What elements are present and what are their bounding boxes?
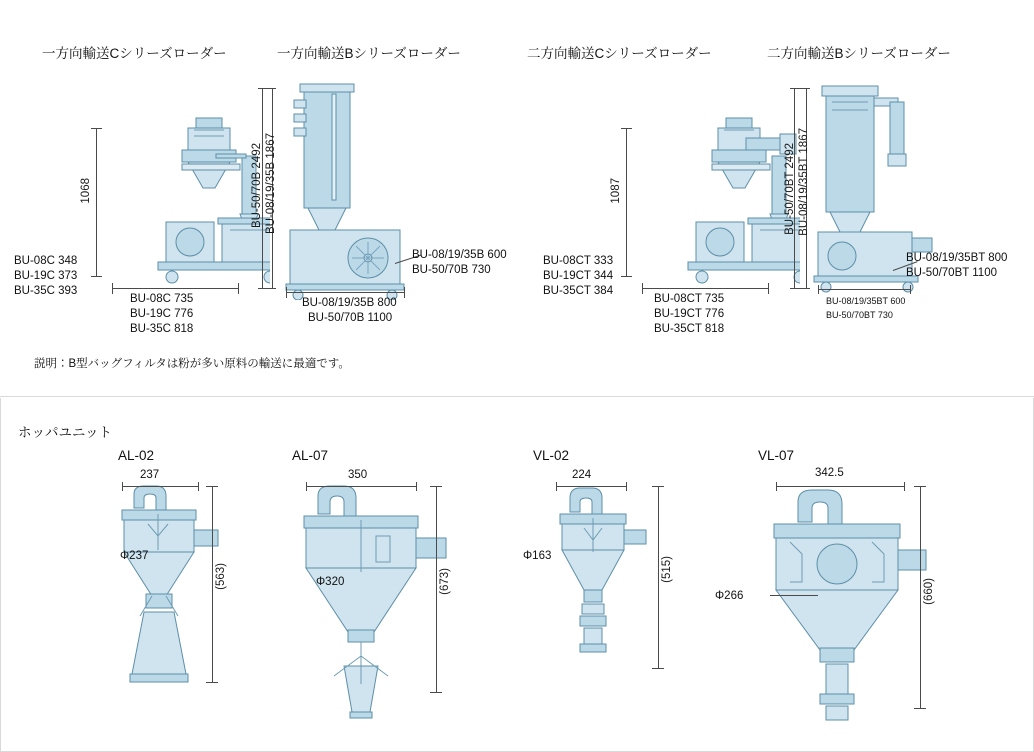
hopper-al07-height: (673) (439, 568, 451, 595)
dim-line-vl07-top (776, 486, 904, 487)
hopper-al02-height: (563) (215, 563, 227, 590)
hopper-vl07-top-dim: 342.5 (815, 467, 844, 479)
dim-tick (238, 283, 239, 294)
unit4-bottom-dim-0: BU-08/19/35BT 600 (826, 296, 906, 306)
dim-line-vl07-height (920, 486, 921, 708)
dim-tick (914, 486, 926, 487)
dim-tick (626, 482, 627, 491)
dim-tick (790, 288, 810, 289)
unit1-bottom-dim-2: BU-35C 818 (130, 323, 194, 335)
dim-tick (258, 88, 276, 89)
dim-tick (198, 482, 199, 491)
hopper-vl02-top-dim: 224 (572, 469, 592, 481)
dim-tick (206, 682, 218, 683)
unit1-left-dim-1: BU-19C 373 (14, 270, 78, 282)
unit1-left-dim-0: BU-08C 348 (14, 255, 78, 267)
hopper-vl07-dia: Φ266 (715, 590, 744, 602)
dim-line-1087 (626, 128, 627, 276)
dim-line-vl02-height (658, 486, 659, 668)
dim-tick (621, 128, 632, 129)
dim-line-unit3-bottom (642, 288, 768, 289)
dim-line-al02-top (122, 486, 198, 487)
unit2-bottom-dim-1: BU-50/70B 1100 (308, 312, 393, 324)
hopper-title-vl02: VL-02 (533, 448, 570, 463)
hopper-vl02-dia: Φ163 (523, 550, 552, 562)
unit-title-1: 一方向輸送Cシリーズローダー (42, 46, 227, 61)
unit2-vertical-dim-0: BU-08/19/35B 1867 (265, 133, 277, 235)
unit3-bottom-dim-0: BU-08CT 735 (654, 293, 725, 305)
unit1-bottom-dim-1: BU-19C 776 (130, 308, 194, 320)
hopper-title-al07: AL-07 (292, 448, 329, 463)
dim-tick (206, 486, 218, 487)
dim-tick (404, 287, 405, 298)
dim-line-vl07-dia (770, 595, 818, 596)
hopper-vl07-drawing (750, 482, 930, 722)
dim-tick (652, 486, 664, 487)
hopper-al07-dia: Φ320 (316, 576, 345, 588)
frame-left (0, 398, 1, 752)
dim-line-1068 (96, 128, 97, 276)
dim-tick (642, 283, 643, 294)
unit-title-2: 一方向輸送Bシリーズローダー (277, 46, 461, 61)
dim-tick (910, 285, 911, 294)
dim-tick (416, 482, 417, 491)
dim-tick (91, 128, 102, 129)
hopper-al07-top-dim: 350 (348, 469, 368, 481)
dim-tick (258, 288, 276, 289)
dim-line-unit2-bottom (286, 292, 404, 293)
unit2-vertical-dim-1: BU-50/70B 2492 (251, 143, 263, 229)
dim-line-al07-top (306, 486, 416, 487)
dim-tick (776, 482, 777, 491)
hopper-title-vl07: VL-07 (758, 448, 795, 463)
dim-line-vl02-top (556, 486, 626, 487)
upper-section-note: 説明：B型バッグフィルタは粉が多い原料の輸送に最適です。 (34, 358, 350, 370)
unit4-bottom-dim-1: BU-50/70BT 730 (826, 310, 893, 320)
unit2-bottom-dim-0: BU-08/19/35B 800 (302, 297, 397, 309)
hopper-al02-drawing (100, 480, 230, 710)
unit2-right-dim-1: BU-50/70B 730 (412, 264, 491, 276)
dim-tick (556, 482, 557, 491)
hopper-al02-dia: Φ237 (120, 550, 149, 562)
hopper-vl02-drawing (540, 482, 670, 682)
unit3-left-dim-1: BU-19CT 344 (543, 270, 614, 282)
lower-section-title: ホッパユニット (18, 425, 112, 440)
dim-tick (621, 276, 632, 277)
hopper-vl07-height: (660) (923, 578, 935, 605)
unit-title-3: 二方向輸送Cシリーズローダー (527, 46, 712, 61)
dim-tick (112, 283, 113, 294)
unit4-right-dim-1: BU-50/70BT 1100 (906, 267, 997, 279)
dim-tick (904, 482, 905, 491)
unit3-left-dim-0: BU-08CT 333 (543, 255, 614, 267)
dim-tick (286, 287, 287, 298)
unit4-right-dim-0: BU-08/19/35BT 800 (906, 252, 1008, 264)
section-divider (0, 396, 1034, 397)
hopper-title-al02: AL-02 (118, 448, 155, 463)
dim-tick (790, 88, 810, 89)
loader-b-oneway-drawing (280, 80, 420, 300)
dim-label-height-3: 1087 (610, 178, 622, 204)
hopper-al02-top-dim: 237 (140, 469, 160, 481)
dim-tick (914, 708, 926, 709)
unit-title-4: 二方向輸送Bシリーズローダー (767, 46, 951, 61)
unit3-bottom-dim-2: BU-35CT 818 (654, 323, 725, 335)
dim-tick (122, 482, 123, 491)
dim-line-unit1-bottom (112, 288, 238, 289)
unit2-right-dim-0: BU-08/19/35B 600 (412, 249, 507, 261)
hopper-al07-drawing (290, 480, 460, 720)
dim-tick (652, 668, 664, 669)
dim-tick (818, 285, 819, 294)
dim-tick (430, 486, 442, 487)
unit3-left-dim-2: BU-35CT 384 (543, 285, 614, 297)
dim-tick (768, 283, 769, 294)
dim-line-al02-height (212, 486, 213, 682)
hopper-vl02-height: (515) (661, 556, 673, 583)
unit4-vertical-dim-1: BU-50/70BT 2492 (784, 143, 796, 235)
unit1-bottom-dim-0: BU-08C 735 (130, 293, 194, 305)
unit4-vertical-dim-0: BU-08/19/35BT 1867 (798, 128, 810, 236)
dim-label-height-1: 1068 (80, 178, 92, 204)
dim-line-unit4-bottom (818, 289, 910, 290)
unit3-bottom-dim-1: BU-19CT 776 (654, 308, 725, 320)
dim-line-al07-height (436, 486, 437, 692)
dim-tick (430, 692, 442, 693)
dim-tick (91, 276, 102, 277)
dim-tick (306, 482, 307, 491)
unit1-left-dim-2: BU-35C 393 (14, 285, 78, 297)
